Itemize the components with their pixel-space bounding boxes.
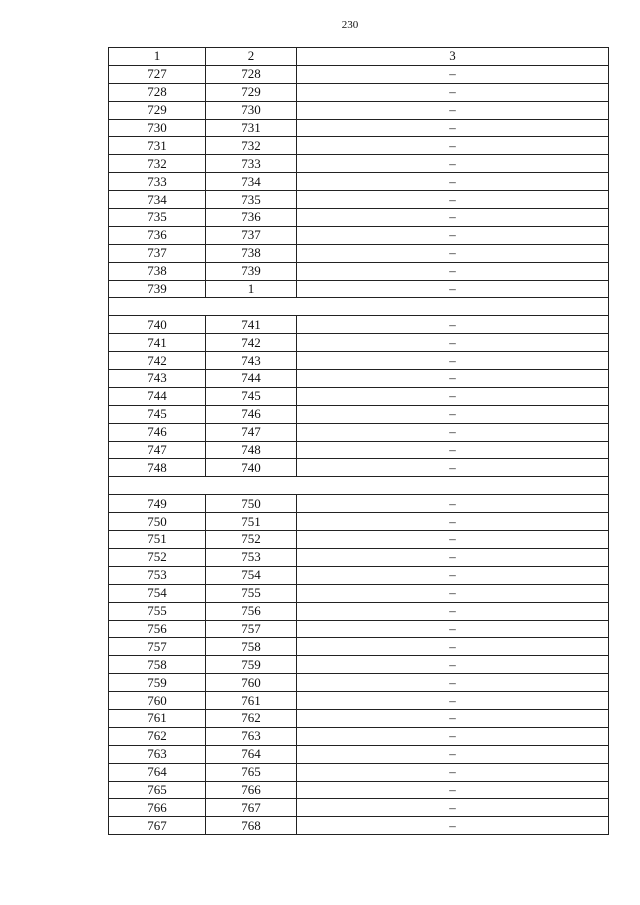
table-row xyxy=(109,65,609,83)
table-cell: 757 xyxy=(109,638,206,656)
table-cell: – xyxy=(297,280,609,298)
table-cell: 735 xyxy=(206,191,297,209)
table-cell: – xyxy=(297,584,609,602)
table-row xyxy=(109,495,609,513)
table-row xyxy=(109,262,609,280)
table-cell: 759 xyxy=(206,656,297,674)
table-row xyxy=(109,745,609,763)
table-cell: 754 xyxy=(206,566,297,584)
table-row xyxy=(109,781,609,799)
table-cell: – xyxy=(297,387,609,405)
table-cell: 733 xyxy=(206,155,297,173)
table-row xyxy=(109,387,609,405)
column-header: 3 xyxy=(297,48,609,66)
table-cell: – xyxy=(297,441,609,459)
table-row xyxy=(109,334,609,352)
table-cell: 766 xyxy=(206,781,297,799)
table-cell: 741 xyxy=(206,316,297,334)
table-cell: – xyxy=(297,548,609,566)
table-row xyxy=(109,763,609,781)
table-cell: 746 xyxy=(109,423,206,441)
table-cell: 750 xyxy=(206,495,297,513)
table-row xyxy=(109,441,609,459)
table-cell: 747 xyxy=(109,441,206,459)
table-row xyxy=(109,209,609,227)
table-row xyxy=(109,280,609,298)
table-row xyxy=(109,173,609,191)
table-cell: 758 xyxy=(109,656,206,674)
table-row xyxy=(109,602,609,620)
table-cell: 746 xyxy=(206,405,297,423)
table-row xyxy=(109,620,609,638)
table-row xyxy=(109,405,609,423)
table-cell: – xyxy=(297,566,609,584)
table-cell: 764 xyxy=(109,763,206,781)
table-cell: 730 xyxy=(206,101,297,119)
table-row xyxy=(109,83,609,101)
table-cell: 757 xyxy=(206,620,297,638)
table-cell: – xyxy=(297,209,609,227)
table-cell: – xyxy=(297,119,609,137)
table-cell: 737 xyxy=(206,226,297,244)
table-cell: – xyxy=(297,423,609,441)
table-row xyxy=(109,531,609,549)
page-number: 230 xyxy=(341,19,359,31)
table-cell: 744 xyxy=(206,370,297,388)
table-cell: – xyxy=(297,709,609,727)
table-cell: – xyxy=(297,674,609,692)
table-cell: – xyxy=(297,83,609,101)
table-cell: – xyxy=(297,316,609,334)
table-cell: – xyxy=(297,405,609,423)
table-cell: – xyxy=(297,745,609,763)
separator-cell xyxy=(109,477,609,495)
table-cell: 736 xyxy=(109,226,206,244)
table-cell: – xyxy=(297,137,609,155)
table-cell: – xyxy=(297,495,609,513)
table-cell: 752 xyxy=(206,531,297,549)
table-cell: 765 xyxy=(109,781,206,799)
separator-cell xyxy=(109,298,609,316)
table-cell: 759 xyxy=(109,674,206,692)
table-cell: 729 xyxy=(206,83,297,101)
table-row xyxy=(109,584,609,602)
table-row xyxy=(109,119,609,137)
table-row xyxy=(109,709,609,727)
table-cell: 755 xyxy=(206,584,297,602)
table-row xyxy=(109,459,609,477)
table-cell: 732 xyxy=(109,155,206,173)
table-cell: 745 xyxy=(206,387,297,405)
table-row xyxy=(109,101,609,119)
table-header-row xyxy=(109,48,609,66)
table-cell: 753 xyxy=(109,566,206,584)
table-cell: 728 xyxy=(206,65,297,83)
table-cell: 768 xyxy=(206,817,297,835)
table-row xyxy=(109,674,609,692)
table-body xyxy=(109,65,609,834)
table-cell: – xyxy=(297,531,609,549)
table-cell: – xyxy=(297,817,609,835)
table-cell: 732 xyxy=(206,137,297,155)
table-cell: 1 xyxy=(206,280,297,298)
table-cell: – xyxy=(297,638,609,656)
table-row xyxy=(109,638,609,656)
data-table xyxy=(108,47,609,835)
table-row xyxy=(109,370,609,388)
table-cell: 758 xyxy=(206,638,297,656)
table-cell: 767 xyxy=(109,817,206,835)
table-cell: 750 xyxy=(109,513,206,531)
table-cell: 748 xyxy=(109,459,206,477)
table-cell: – xyxy=(297,191,609,209)
table-separator-row xyxy=(109,477,609,495)
table-cell: 739 xyxy=(109,280,206,298)
table-cell: 740 xyxy=(206,459,297,477)
table-cell: 748 xyxy=(206,441,297,459)
table-row xyxy=(109,513,609,531)
table-cell: 740 xyxy=(109,316,206,334)
table-cell: 756 xyxy=(206,602,297,620)
table-cell: 754 xyxy=(109,584,206,602)
table-cell: 755 xyxy=(109,602,206,620)
table-row xyxy=(109,566,609,584)
table-cell: 766 xyxy=(109,799,206,817)
table-cell: 737 xyxy=(109,244,206,262)
table-cell: – xyxy=(297,65,609,83)
table-row xyxy=(109,423,609,441)
table-row xyxy=(109,352,609,370)
table-cell: – xyxy=(297,334,609,352)
table-cell: 734 xyxy=(206,173,297,191)
table-cell: 742 xyxy=(109,352,206,370)
table-cell: 741 xyxy=(109,334,206,352)
table-cell: – xyxy=(297,727,609,745)
table-cell: 734 xyxy=(109,191,206,209)
table-row xyxy=(109,244,609,262)
table-cell: 762 xyxy=(206,709,297,727)
table-cell: 735 xyxy=(109,209,206,227)
table-row xyxy=(109,656,609,674)
table-cell: 745 xyxy=(109,405,206,423)
table-cell: – xyxy=(297,173,609,191)
table-cell: 743 xyxy=(109,370,206,388)
table-cell: – xyxy=(297,459,609,477)
table-cell: 761 xyxy=(109,709,206,727)
table-cell: 767 xyxy=(206,799,297,817)
table-cell: 727 xyxy=(109,65,206,83)
table-cell: 764 xyxy=(206,745,297,763)
table-cell: – xyxy=(297,370,609,388)
table-cell: – xyxy=(297,799,609,817)
table-cell: 761 xyxy=(206,692,297,710)
table-cell: 760 xyxy=(206,674,297,692)
table-row xyxy=(109,727,609,745)
table-cell: – xyxy=(297,692,609,710)
table-cell: 730 xyxy=(109,119,206,137)
table-cell: 760 xyxy=(109,692,206,710)
table-cell: 744 xyxy=(109,387,206,405)
table-row xyxy=(109,137,609,155)
table-cell: 729 xyxy=(109,101,206,119)
table-row xyxy=(109,226,609,244)
table-cell: 762 xyxy=(109,727,206,745)
table-cell: – xyxy=(297,352,609,370)
table-cell: 728 xyxy=(109,83,206,101)
table-cell: – xyxy=(297,244,609,262)
table-row xyxy=(109,155,609,173)
table-cell: 733 xyxy=(109,173,206,191)
table-row xyxy=(109,692,609,710)
table-row xyxy=(109,548,609,566)
table-cell: 742 xyxy=(206,334,297,352)
table-cell: – xyxy=(297,262,609,280)
table-cell: 765 xyxy=(206,763,297,781)
table-cell: 747 xyxy=(206,423,297,441)
table-cell: 753 xyxy=(206,548,297,566)
table-cell: 731 xyxy=(206,119,297,137)
table-cell: 739 xyxy=(206,262,297,280)
table-cell: 763 xyxy=(206,727,297,745)
table-cell: 731 xyxy=(109,137,206,155)
table-cell: 751 xyxy=(206,513,297,531)
table-row xyxy=(109,817,609,835)
table-row xyxy=(109,316,609,334)
table-cell: 763 xyxy=(109,745,206,763)
table-cell: 756 xyxy=(109,620,206,638)
table-cell: – xyxy=(297,656,609,674)
table-cell: 752 xyxy=(109,548,206,566)
table-cell: – xyxy=(297,620,609,638)
table-cell: 751 xyxy=(109,531,206,549)
column-header: 2 xyxy=(206,48,297,66)
column-header: 1 xyxy=(109,48,206,66)
table-cell: – xyxy=(297,226,609,244)
table-cell: 738 xyxy=(109,262,206,280)
table-cell: – xyxy=(297,602,609,620)
table-cell: 749 xyxy=(109,495,206,513)
table-cell: 738 xyxy=(206,244,297,262)
table-row xyxy=(109,191,609,209)
table-cell: 736 xyxy=(206,209,297,227)
table-cell: 743 xyxy=(206,352,297,370)
table-row xyxy=(109,799,609,817)
table-cell: – xyxy=(297,155,609,173)
table-cell: – xyxy=(297,101,609,119)
table-cell: – xyxy=(297,513,609,531)
table-cell: – xyxy=(297,763,609,781)
table-cell: – xyxy=(297,781,609,799)
table-separator-row xyxy=(109,298,609,316)
